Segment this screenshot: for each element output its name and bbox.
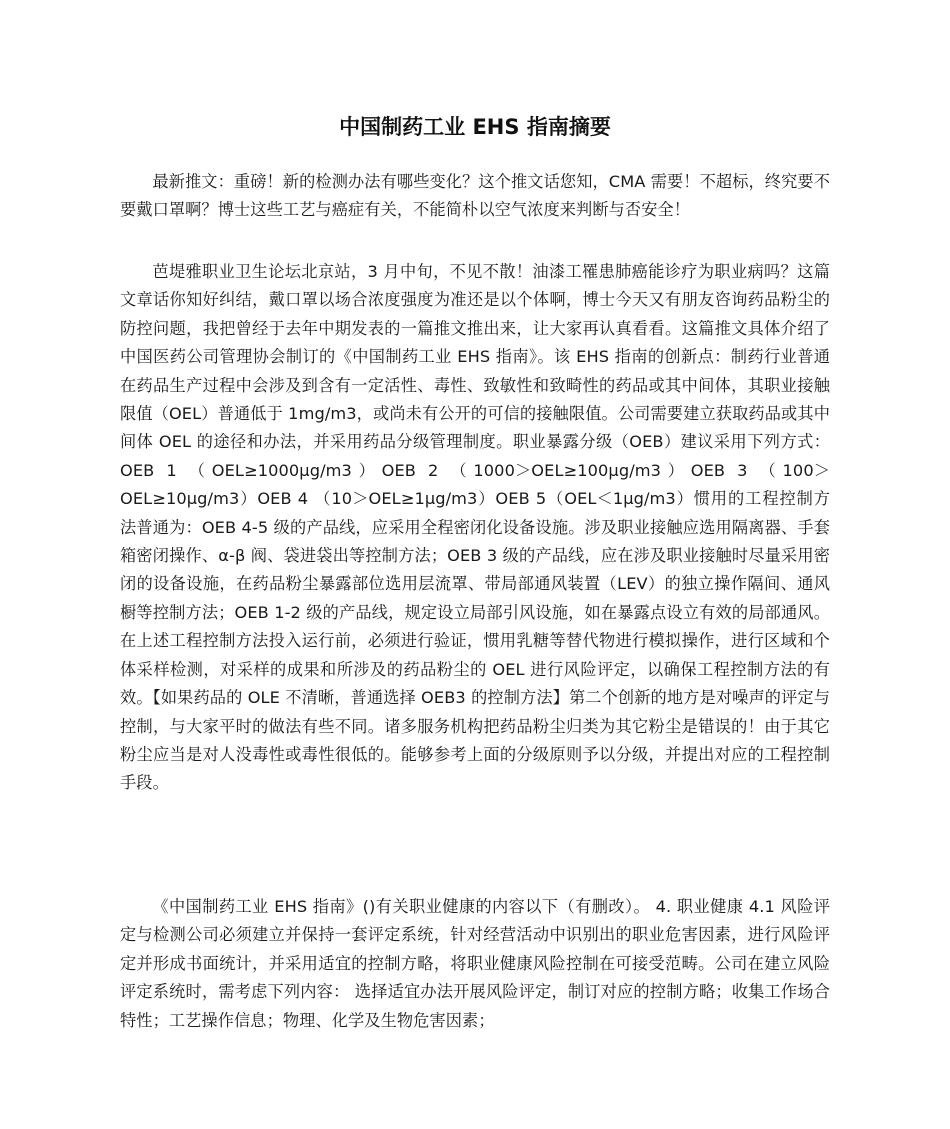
paragraph-latest-post: 最新推文：重磅！新的检测办法有哪些变化？这个推文话您知，CMA 需要！不超标，终究要不要戴口罩啊？博士这些工艺与癌症有关，不能简朴以空气浓度来判断与否安全！ — [120, 172, 830, 220]
paragraph-guideline-intro: 芭堤雅职业卫生论坛北京站，3 月中旬，不见不散！油漆工罹患肺癌能诊疗为职业病吗？这篇文章话你知好纠结，戴口罩以场合浓度强度为准还是以个体啊，博士今天又有朋友咨询药品粉尘的防控问题，我把曾经于去年中期发表的一篇推文推出来，让大家再认真看看。这篇推文具体介绍了中国医药公司管理协会制订的《中国制药工业 EHS 指南》。该 EHS 指南的创新点：制药行业普通在药品生产过程中会涉及到含有一定活性、毒性、致敏性和致畸性的药品或其中间体，其职业接触限值（OEL）普通低于 1mg/m3，或尚未有公开的可信的接触限值。公司需要建立获取药品或其中间体 OEL 的途径和办法，并采用药品分级管理制度。职业暴露分级（OEB）建议采用下列方式：OEB 1 （OEL≥1000μg/m3）OEB 2 （1000＞OEL≥100μg/m3）OEB 3 （100＞OEL≥10μg/m3）OEB 4 （10＞OEL≥1μg/m3）OEB 5（OEL＜1μg/m3）惯用的工程控制方法普通为：OEB 4-5 级的产品线，应采用全程密闭化设备设施。涉及职业接触应选用隔离器、手套箱密闭操作、α-β 阀、袋进袋出等控制方法；OEB 3 级的产品线，应在涉及职业接触时尽量采用密闭的设备设施，在药品粉尘暴露部位选用层流罩、带局部通风装置（LEV）的独立操作隔间、通风橱等控制方法；OEB 1-2 级的产品线，规定设立局部引风设施，如在暴露点设立有效的局部通风。在上述工程控制方法投入运行前，必须进行验证，惯用乳糖等替代物进行模拟操作，进行区域和个体采样检测，对采样的成果和所涉及的药品粉尘的 OEL 进行风险评定，以确保工程控制方法的有效。【如果药品的 OLE 不清晰，普通选择 OEB3 的控制方法】第二个创新的地方是对噪声的评定与控制，与大家平时的做法有些不同。诸多服务机构把药品粉尘归类为其它粉尘是错误的！由于其它粉尘应当是对人没毒性或毒性很低的。能够参考上面的分级原则予以分级，并提出对应的工程控制手段。 — [120, 262, 830, 793]
paragraph-occupational-health: 《中国制药工业 EHS 指南》()有关职业健康的内容以下（有删改）。 4. 职业健康 4.1 风险评定与检测公司必须建立并保持一套评定系统，针对经营活动中识别出的职业危害因素，进行风险评定并形成书面统计，并采用适宜的控制方略，将职业健康风险控制在可接受范畴。公司在建立风险评定系统时，需考虑下列内容： 选择适宜办法开展风险评定，制订对应的控制方略；收集工作场合特性；工艺操作信息；物理、化学及生物危害因素； — [120, 897, 830, 1030]
document-title: 中国制药工业 EHS 指南摘要 — [339, 115, 611, 140]
